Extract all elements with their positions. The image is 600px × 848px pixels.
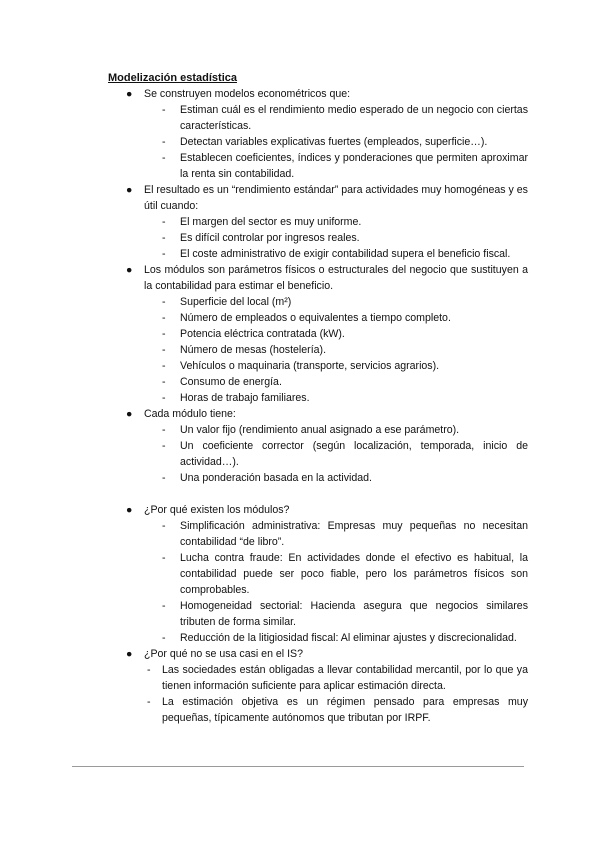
sub-item-text: Número de empleados o equivalentes a tiempo completo. — [180, 312, 451, 324]
sub-item-text: El coste administrativo de exigir contabilidad supera el beneficio fiscal. — [180, 248, 511, 260]
dash-icon: - — [162, 376, 166, 388]
dash-icon: - — [162, 552, 166, 564]
sub-item — [0, 550, 600, 598]
dash-icon: - — [162, 152, 166, 164]
sub-item — [0, 694, 600, 726]
dash-icon: - — [162, 232, 166, 244]
sub-item-text: Lucha contra fraude: En actividades donde el efectivo es habitual, la contabilidad puede ser poco fiable, pero los parámetros físicos son comprobables. — [180, 552, 528, 596]
dash-icon: - — [162, 600, 166, 612]
sub-item-text: Homogeneidad sectorial: Hacienda asegura que negocios similares tributen de forma similar. — [180, 600, 528, 628]
dash-icon: - — [162, 360, 166, 372]
sub-item-text: Establecen coeficientes, índices y ponderaciones que permiten aproximar la renta sin contabilidad. — [180, 152, 528, 180]
bullet-text: Se construyen modelos econométricos que: — [144, 88, 351, 100]
sub-item — [0, 598, 600, 630]
bullet-text: Cada módulo tiene: — [144, 408, 236, 420]
dash-icon: - — [162, 216, 166, 228]
dash-icon: - — [162, 312, 166, 324]
sub-item — [0, 214, 600, 230]
sub-item-text: Número de mesas (hostelería). — [180, 344, 327, 356]
sub-item — [0, 438, 600, 470]
bullet-item — [0, 182, 600, 214]
sub-item — [0, 630, 600, 646]
section-title: Modelización estadística — [108, 72, 237, 84]
sub-item — [0, 518, 600, 550]
sub-item — [0, 470, 600, 486]
sub-item-text: La estimación objetiva es un régimen pensado para empresas muy pequeñas, típicamente autónomos que tributan por IRPF. — [162, 696, 528, 724]
dash-icon: - — [162, 344, 166, 356]
footnote-divider — [72, 766, 524, 767]
sub-item-text: Simplificación administrativa: Empresas muy pequeñas no necesitan contabilidad “de libro”. — [180, 520, 528, 548]
dash-icon: - — [162, 472, 166, 484]
sub-item-text: Un valor fijo (rendimiento anual asignado a ese parámetro). — [180, 424, 460, 436]
bullet-icon: ● — [126, 184, 133, 196]
dash-icon: - — [162, 632, 166, 644]
sub-item — [0, 342, 600, 358]
sub-item — [0, 326, 600, 342]
bullet-icon: ● — [126, 88, 133, 100]
bullet-item — [0, 646, 600, 662]
bullet-text: ¿Por qué no se usa casi en el IS? — [144, 648, 303, 660]
sub-item — [0, 310, 600, 326]
sub-item — [0, 294, 600, 310]
bullet-icon: ● — [126, 504, 133, 516]
bullet-text: Los módulos son parámetros físicos o estructurales del negocio que sustituyen a la contabilidad para estimar el beneficio. — [144, 264, 528, 292]
bullet-item — [0, 502, 600, 518]
bullet-text: ¿Por qué existen los módulos? — [144, 504, 290, 516]
sub-item — [0, 390, 600, 406]
sub-item-text: Una ponderación basada en la actividad. — [180, 472, 373, 484]
dash-icon: - — [147, 696, 151, 708]
sub-item — [0, 358, 600, 374]
sub-item-text: Detectan variables explicativas fuertes (empleados, superficie…). — [180, 136, 488, 148]
dash-icon: - — [162, 136, 166, 148]
dash-icon: - — [162, 248, 166, 260]
dash-icon: - — [162, 392, 166, 404]
sub-item-text: Consumo de energía. — [180, 376, 282, 388]
sub-item — [0, 150, 600, 182]
sub-item — [0, 422, 600, 438]
dash-icon: - — [162, 440, 166, 452]
blank-line — [0, 486, 600, 502]
bullet-text: El resultado es un “rendimiento estándar” para actividades muy homogéneas y es útil cuando: — [144, 184, 528, 212]
sub-item-text: Estiman cuál es el rendimiento medio esperado de un negocio con ciertas características. — [180, 104, 528, 132]
dash-icon: - — [147, 664, 151, 676]
bullet-icon: ● — [126, 408, 133, 420]
dash-icon: - — [162, 424, 166, 436]
sub-item-text: Vehículos o maquinaria (transporte, servicios agrarios). — [180, 360, 440, 372]
bullet-item — [0, 406, 600, 422]
dash-icon: - — [162, 328, 166, 340]
sub-item-text: Reducción de la litigiosidad fiscal: Al eliminar ajustes y discrecionalidad. — [180, 632, 517, 644]
sub-item-text: Las sociedades están obligadas a llevar contabilidad mercantil, por lo que ya tienen información suficiente para aplicar estimación directa. — [162, 664, 528, 692]
sub-item-text: Es difícil controlar por ingresos reales. — [180, 232, 360, 244]
dash-icon: - — [162, 520, 166, 532]
dash-icon: - — [162, 296, 166, 308]
sub-item — [0, 374, 600, 390]
bullet-icon: ● — [126, 264, 133, 276]
bullet-icon: ● — [126, 648, 133, 660]
sub-item — [0, 230, 600, 246]
sub-item — [0, 246, 600, 262]
bullet-item — [0, 262, 600, 294]
sub-item-text: Superficie del local (m²) — [180, 296, 292, 308]
sub-item-text: El margen del sector es muy uniforme. — [180, 216, 362, 228]
document-content — [0, 86, 600, 726]
sub-item-text: Potencia eléctrica contratada (kW). — [180, 328, 345, 340]
dash-icon: - — [162, 104, 166, 116]
sub-item — [0, 134, 600, 150]
sub-item-text: Horas de trabajo familiares. — [180, 392, 310, 404]
sub-item — [0, 102, 600, 134]
sub-item-text: Un coeficiente corrector (según localización, temporada, inicio de actividad…). — [180, 440, 528, 468]
bullet-item — [0, 86, 600, 102]
sub-item — [0, 662, 600, 694]
